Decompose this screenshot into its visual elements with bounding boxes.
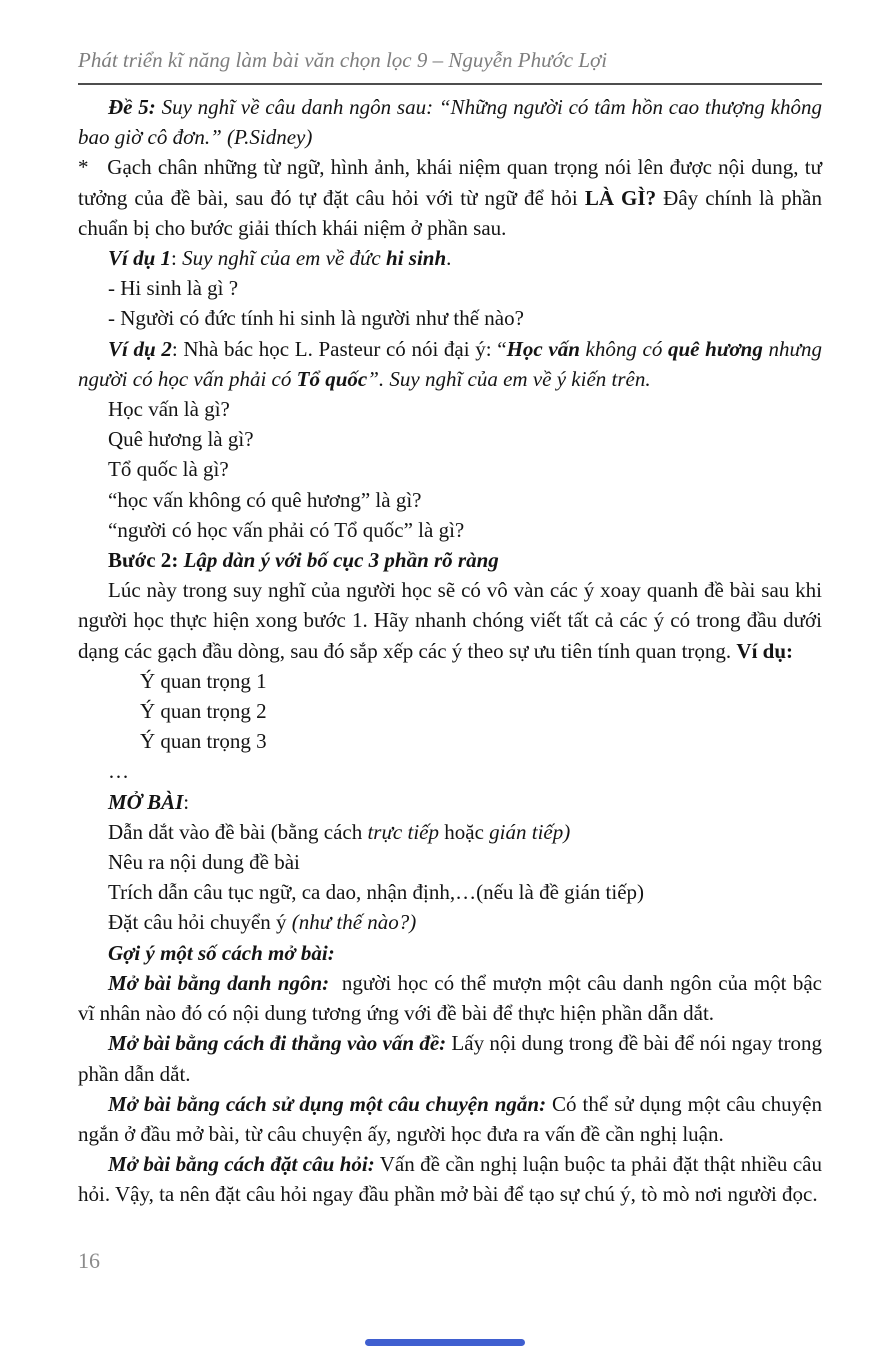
text-run: ”. Suy nghĩ của em về ý kiến trên. [367, 366, 651, 391]
text-run: Mở bài bằng cách đi thẳng vào vấn đề: [108, 1031, 447, 1056]
text-run: hoặc [439, 819, 490, 844]
paragraph [78, 1089, 822, 1149]
text-run: Học vấn là gì? [108, 397, 230, 422]
text-run: : [171, 246, 183, 271]
text-run: Đề 5: [108, 95, 156, 119]
text-run: Lấy nội dung trong đề bài để nói ngay trong phần dẫn dắt. [78, 1031, 822, 1086]
paragraph [78, 938, 822, 968]
text-run: (như thế nào?) [291, 910, 417, 935]
paragraph [78, 968, 822, 1028]
paragraph [78, 877, 822, 907]
paragraph [78, 666, 822, 696]
text-run: Học vấn [506, 336, 580, 361]
text-run: “người có học vấn phải có Tổ quốc” là gì? [108, 517, 465, 542]
text-run: Vấn đề cần nghị luận buộc ta phải đặt thật nhiều câu hỏi. Vậy, ta nên đặt câu hỏi ngay đầu phần mở bài để tạo sự chú ý, tò mò nơi người đọc. [78, 1152, 822, 1207]
text-run: Đặt câu hỏi chuyển ý [108, 910, 292, 935]
text-run: Ví dụ: [736, 638, 794, 663]
text-run: Dẫn dắt vào đề bài (bằng cách [108, 819, 368, 844]
text-run: Mở bài bằng cách đặt câu hỏi: [108, 1152, 375, 1177]
text-run: Lập dàn ý với bố cục 3 phần rõ ràng [183, 548, 499, 573]
paragraph [78, 545, 822, 575]
text-run: Bước 2 [108, 548, 172, 573]
text-run: Nêu ra nội dung đề bài [108, 850, 300, 875]
text-run: Suy nghĩ của em về đức [182, 246, 387, 271]
text-run: Suy nghĩ về câu danh ngôn sau: “Những người có tâm hồn cao thượng không bao giờ cô đơn.” (P.Sidney) [78, 95, 822, 150]
text-run: gián tiếp) [489, 819, 571, 844]
text-run: Tổ quốc [296, 366, 368, 391]
paragraph [78, 787, 822, 817]
document-body [78, 92, 822, 1210]
text-run: trực tiếp [367, 819, 439, 844]
paragraph [78, 303, 822, 333]
text-run: Trích dẫn câu tục ngữ, ca dao, nhận định,…(nếu là đề gián tiếp) [108, 880, 645, 905]
running-header-title: Phát triển kĩ năng làm bài văn chọn lọc 9 – Nguyễn Phước Lợi [78, 48, 608, 72]
text-run: Ý quan trọng 2 [140, 699, 267, 724]
bottom-indicator-bar[interactable] [365, 1339, 525, 1346]
text-run: Lúc này trong suy nghĩ của người học sẽ có vô vàn các ý xoay quanh đề bài sau khi người học thực hiện xong bước 1. Hãy nhanh chóng viết tất cả các ý có trong đầu dưới dạng các gạch đầu dòng, sau đó sắp xếp các ý theo sự ưu tiên tính quan trọng. [78, 578, 822, 663]
text-run: - Người có đức tính hi sinh là người như thế nào? [108, 306, 524, 331]
text-run: MỞ BÀI [108, 789, 184, 814]
text-run: nhưng người có học vấn phải có [78, 336, 822, 391]
running-header [78, 48, 822, 85]
paragraph [78, 756, 822, 786]
paragraph [78, 273, 822, 303]
text-run: : [171, 548, 184, 573]
paragraph [78, 515, 822, 545]
text-run: : Nhà bác học L. Pasteur có nói đại ý: “ [171, 336, 507, 361]
text-run: - Hi sinh là gì ? [108, 276, 239, 301]
paragraph [78, 394, 822, 424]
text-run: không có [579, 336, 668, 361]
paragraph [78, 847, 822, 877]
paragraph [78, 1028, 822, 1088]
paragraph [78, 152, 822, 243]
paragraph [78, 575, 822, 666]
paragraph [78, 424, 822, 454]
text-run: Đây chính là phần chuẩn bị cho bước giải thích khái niệm ở phần sau. [78, 185, 822, 240]
paragraph [78, 243, 822, 273]
text-run: Ý quan trọng 1 [140, 668, 267, 693]
text-run: Tổ quốc là gì? [108, 457, 229, 482]
text-run: Quê hương là gì? [108, 427, 254, 452]
paragraph [78, 454, 822, 484]
text-run: … [108, 759, 129, 784]
text-run: Mở bài bằng cách sử dụng một câu chuyện ngắn: [108, 1091, 547, 1116]
text-run: Mở bài bằng danh ngôn: [108, 970, 330, 995]
text-run: người học có thể mượn một câu danh ngôn của một bậc vĩ nhân nào đó có nội dung tương ứng với đề bài để thực hiện phần dẫn dắt. [78, 970, 822, 1026]
text-run: “học vấn không có quê hương” là gì? [108, 487, 422, 512]
paragraph [78, 817, 822, 847]
text-run: LÀ GÌ? [584, 185, 657, 210]
text-run: Ý quan trọng 3 [140, 729, 267, 754]
paragraph [78, 92, 822, 152]
text-run: hi sinh [386, 246, 447, 271]
paragraph [78, 696, 822, 726]
paragraph [78, 726, 822, 756]
text-run: Có thể sử dụng một câu chuyện ngắn ở đầu mở bài, từ câu chuyện ấy, người học đưa ra vấn đề cần nghị luận. [78, 1091, 822, 1146]
page-number: 16 [78, 1248, 100, 1273]
text-run: * Gạch chân những từ ngữ, hình ảnh, khái niệm quan trọng nói lên được nội dung, tư tưởng của đề bài, sau đó tự đặt câu hỏi với từ ngữ để hỏi [78, 155, 822, 210]
text-run: Ví dụ 1 [108, 246, 172, 271]
text-run: Gợi ý một số cách mở bài: [108, 940, 335, 965]
text-run: . [446, 246, 452, 271]
text-run: Ví dụ 2 [108, 336, 172, 361]
paragraph [78, 907, 822, 937]
paragraph [78, 485, 822, 515]
text-run: quê hương [668, 336, 763, 361]
paragraph [78, 334, 822, 394]
paragraph [78, 1149, 822, 1209]
text-run: : [183, 789, 190, 814]
